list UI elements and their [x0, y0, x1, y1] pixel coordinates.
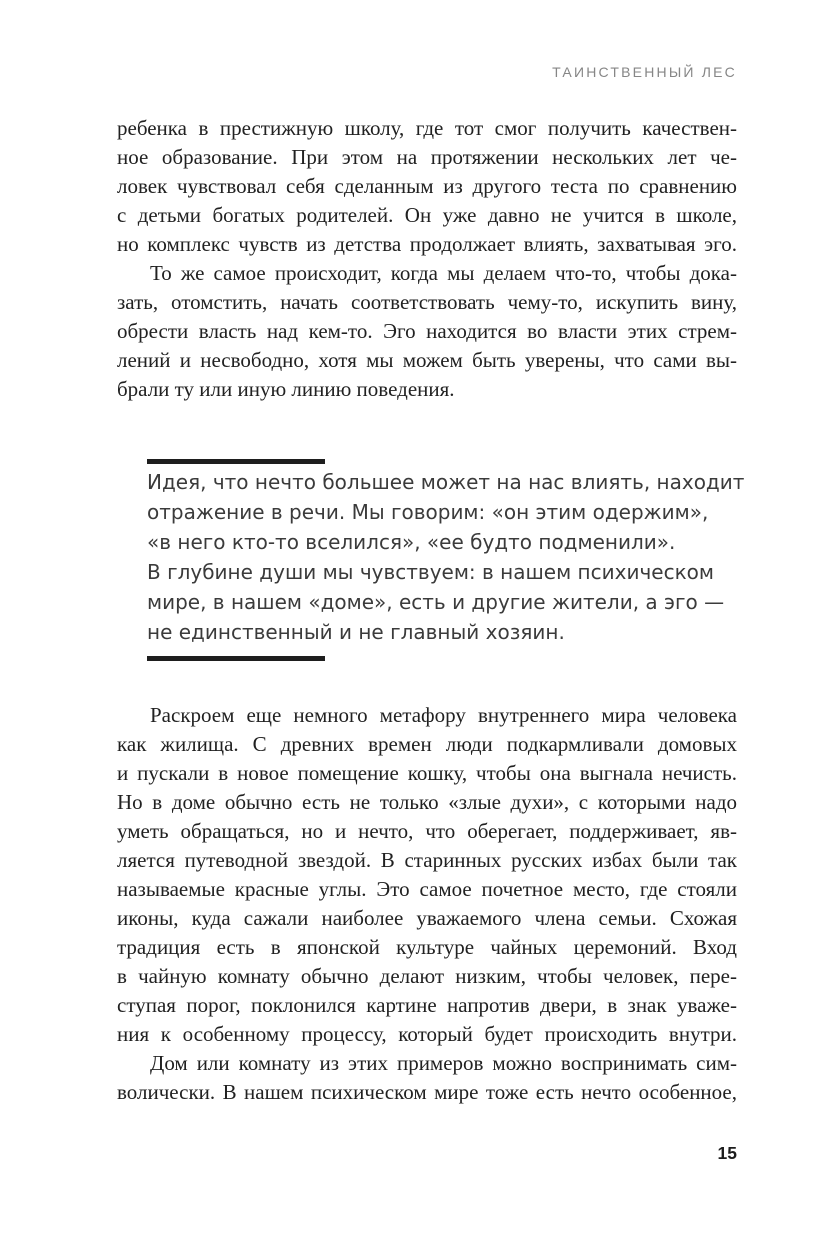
- text-line: ступая порог, поклонился картине напротив двери, в знак уваже-: [117, 993, 737, 1017]
- body-paragraph: [117, 1049, 737, 1107]
- text-line: лений и несвободно, хотя мы можем быть уверены, что сами вы-: [117, 348, 737, 372]
- text-line: зать, отомстить, начать соответствовать чему-то, искупить вину,: [117, 290, 737, 314]
- text-line: уметь обращаться, но и нечто, что оберегает, поддерживает, яв-: [117, 819, 737, 843]
- page-content: [117, 114, 745, 1107]
- text-line: Дом или комнату из этих примеров можно воспринимать сим-: [150, 1051, 737, 1075]
- text-line: но комплекс чувств из детства продолжает влиять, захватывая эго.: [117, 232, 737, 256]
- body-paragraph: [117, 259, 737, 404]
- pull-quote: [147, 459, 745, 661]
- text-line: Но в доме обычно есть не только «злые духи», с которыми надо: [117, 790, 737, 814]
- text-line: ляется путеводной звездой. В старинных русских избах были так: [117, 848, 737, 872]
- text-line: в чайную комнату обычно делают низким, чтобы человек, пере-: [117, 964, 737, 988]
- text-line: обрести власть над кем-то. Эго находится во власти этих стрем-: [117, 319, 737, 343]
- text-line: иконы, куда сажали наиболее уважаемого члена семьи. Схожая: [117, 906, 737, 930]
- text-line: ловек чувствовал себя сделанным из другого теста по сравнению: [117, 174, 737, 198]
- quote-line: отражение в речи. Мы говорим: «он этим одержим»,: [147, 500, 709, 524]
- text-line: То же самое происходит, когда мы делаем что-то, чтобы дока-: [150, 261, 737, 285]
- quote-line: Идея, что нечто большее может на нас влиять, находит: [147, 470, 745, 494]
- text-line: традиция есть в японской культуре чайных церемоний. Вход: [117, 935, 737, 959]
- text-line: Раскроем еще немного метафору внутреннего мира человека: [150, 703, 737, 727]
- text-line: с детьми богатых родителей. Он уже давно не учится в школе,: [117, 203, 737, 227]
- quote-line: «в него кто-то вселился», «ее будто подменили».: [147, 530, 676, 554]
- running-header: ТАИНСТВЕННЫЙ ЛЕС: [552, 64, 737, 80]
- quote-line: мире, в нашем «доме», есть и другие жители, а эго —: [147, 590, 725, 614]
- page-number: 15: [717, 1143, 737, 1163]
- text-line: называемые красные углы. Это самое почетное место, где стояли: [117, 877, 737, 901]
- quote-line: В глубине души мы чувствуем: в нашем психическом: [147, 560, 714, 584]
- text-line: ния к особенному процессу, который будет происходить внутри.: [117, 1022, 737, 1046]
- text-line: брали ту или иную линию поведения.: [117, 377, 455, 401]
- text-line: ное образование. При этом на протяжении нескольких лет че-: [117, 145, 737, 169]
- quote-line: не единственный и не главный хозяин.: [147, 620, 565, 644]
- body-paragraph: [117, 701, 737, 1049]
- text-line: волически. В нашем психическом мире тоже есть нечто особенное,: [117, 1080, 737, 1104]
- text-line: как жилища. С древних времен люди подкармливали домовых: [117, 732, 737, 756]
- text-line: ребенка в престижную школу, где тот смог получить качествен-: [117, 116, 737, 140]
- quote-top-rule: [147, 459, 325, 464]
- quote-bottom-rule: [147, 656, 325, 661]
- text-line: и пускали в новое помещение кошку, чтобы она выгнала нечисть.: [117, 761, 737, 785]
- body-paragraph: [117, 114, 737, 259]
